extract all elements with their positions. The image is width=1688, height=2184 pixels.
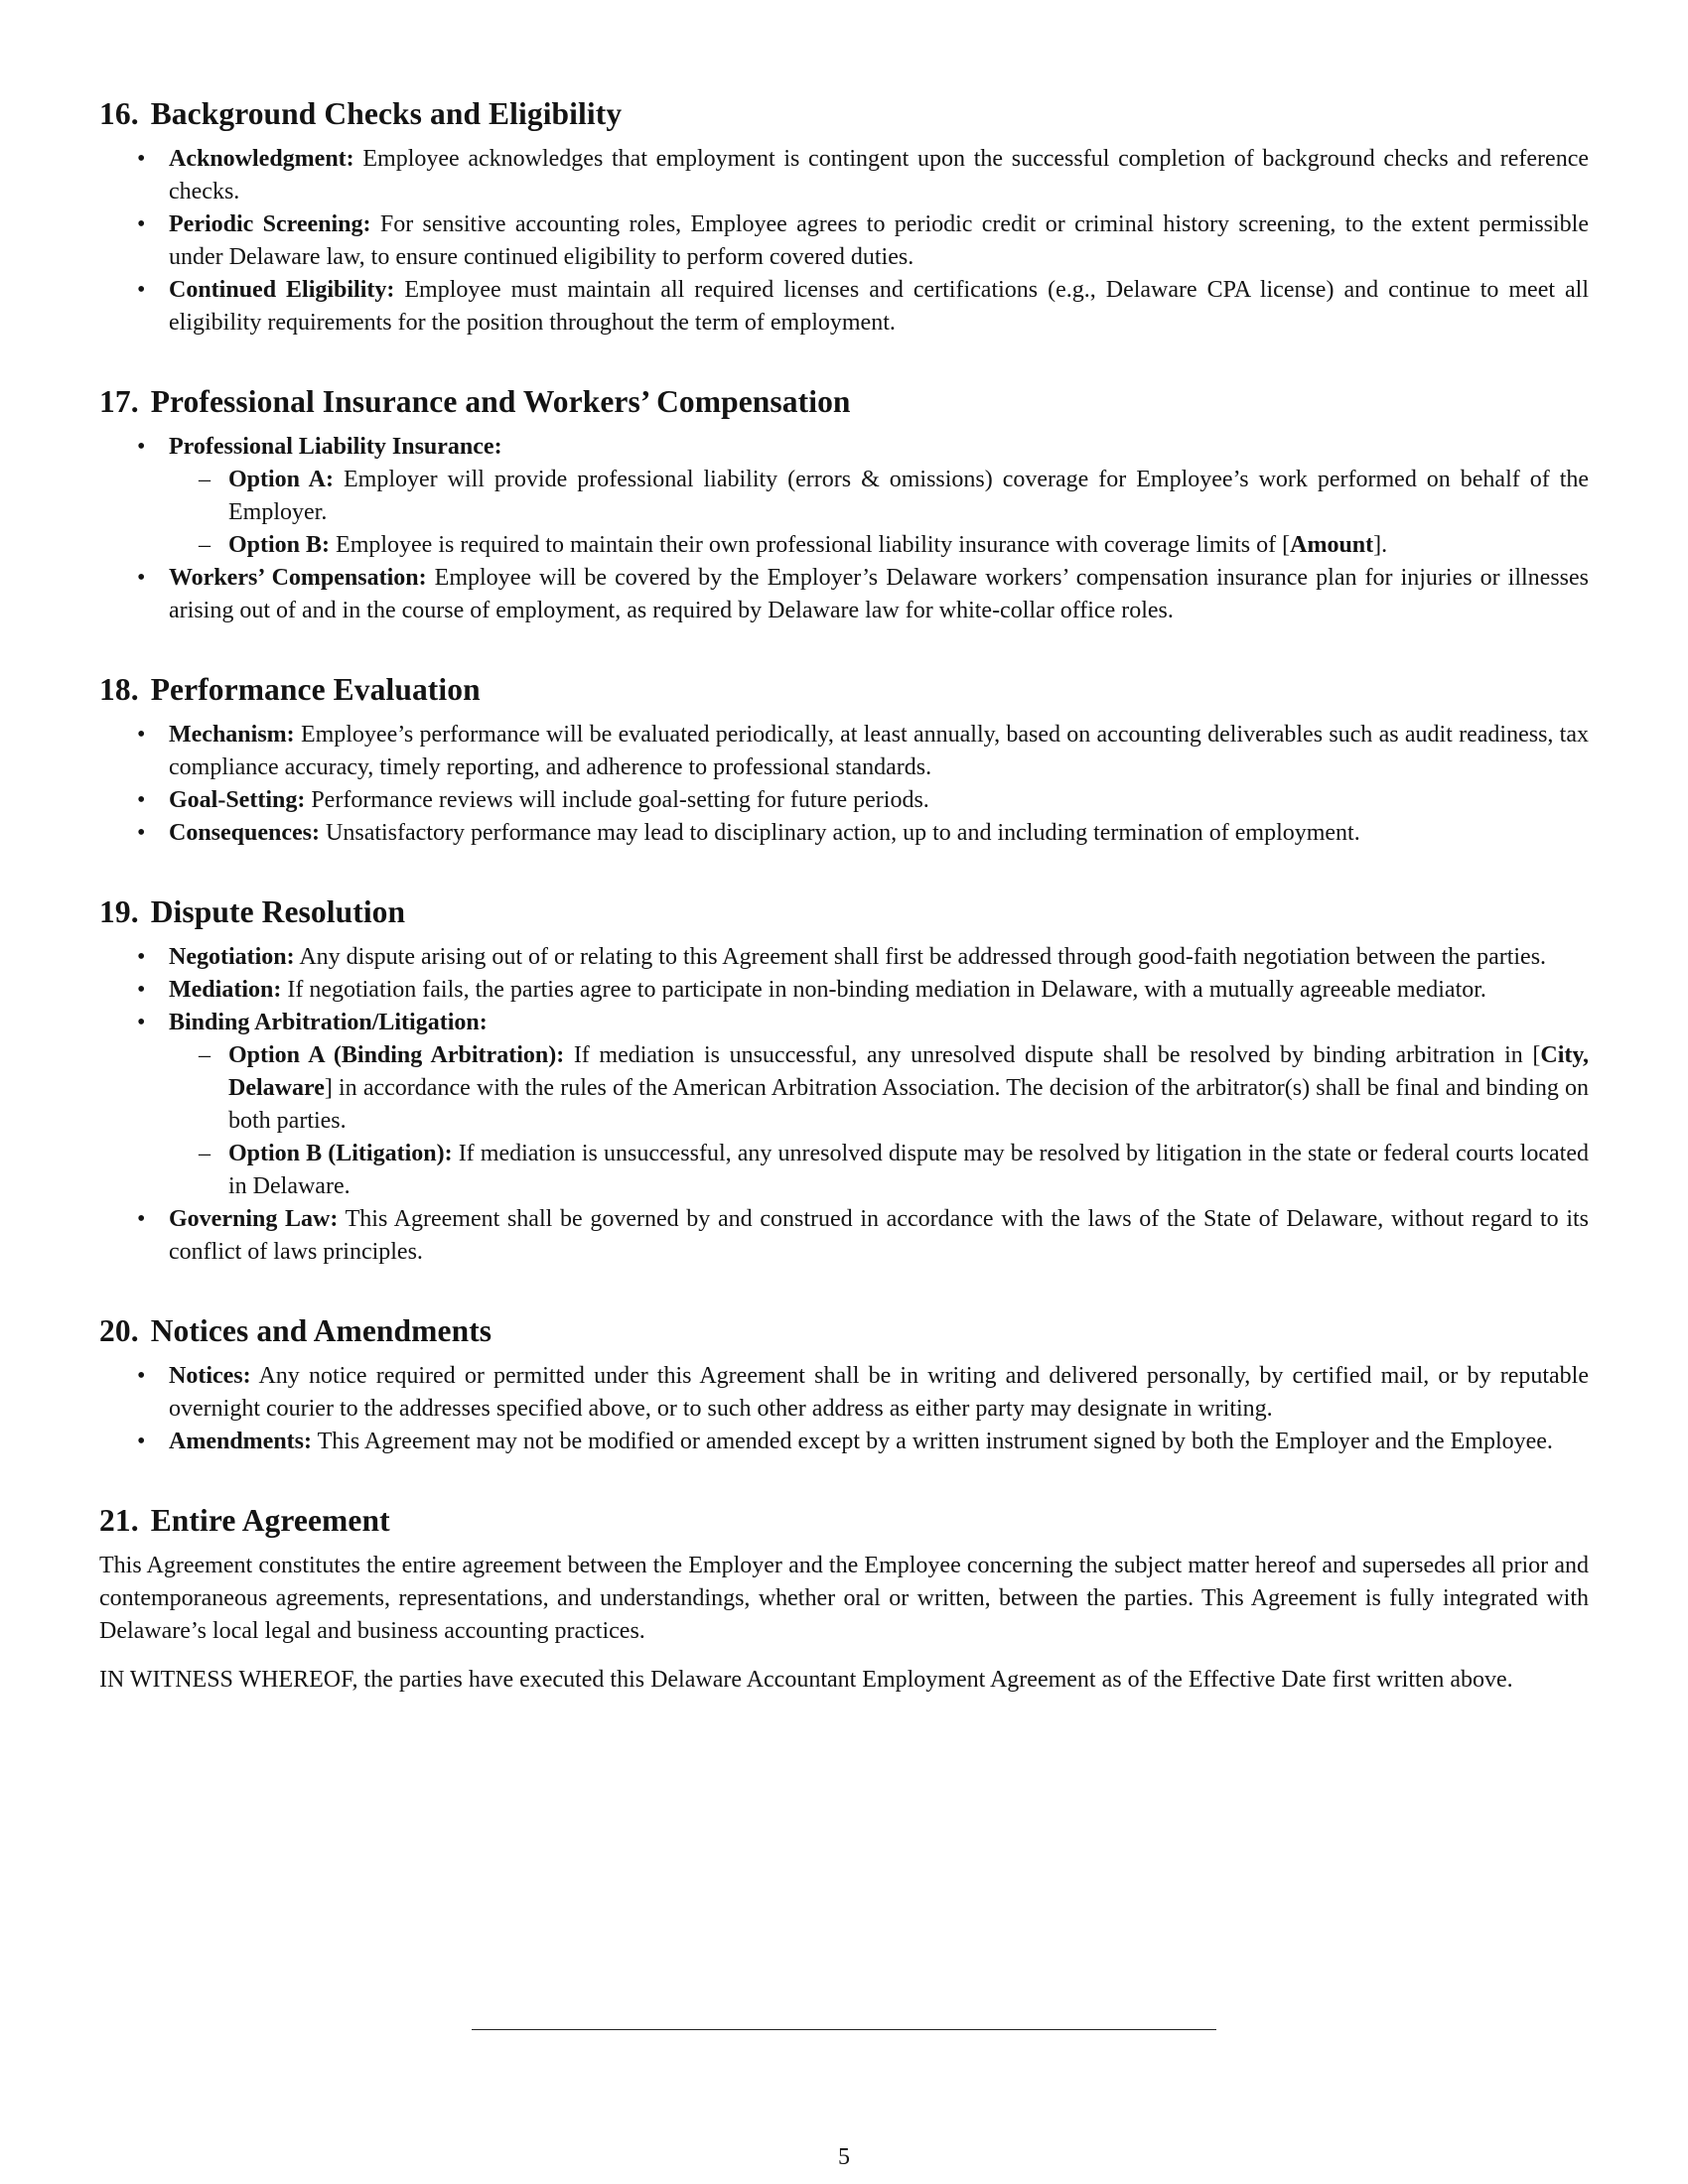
section-number: 19. bbox=[99, 894, 139, 929]
item-text: For sensitive accounting roles, Employee agrees to periodic credit or criminal history screening, to the extent permissible under Delaware law, to ensure continued eligibility to perform covered duties. bbox=[169, 211, 1589, 270]
section-19 bbox=[99, 892, 1589, 1269]
section-number: 17. bbox=[99, 384, 139, 419]
list-item bbox=[99, 274, 1589, 340]
item-label: Mechanism: bbox=[169, 722, 295, 748]
section-20 bbox=[99, 1311, 1589, 1458]
list-item bbox=[99, 719, 1589, 784]
item-label: Continued Eligibility: bbox=[169, 277, 395, 303]
paragraph: This Agreement constitutes the entire agreement between the Employer and the Employee concerning the subject matter hereof and supersedes all prior and contemporaneous agreements, representations, and understandings, whether oral or written, between the parties. This Agreement is fully integrated with Delaware’s local legal and business accounting practices. bbox=[99, 1553, 1589, 1644]
list-item bbox=[99, 208, 1589, 274]
section-title: Dispute Resolution bbox=[150, 894, 406, 929]
section-title: Notices and Amendments bbox=[150, 1313, 492, 1348]
option-text-cont: in accordance with the rules of the American Arbitration Association. The decision of the arbitrator(s) shall be final and binding on both parties. bbox=[228, 1075, 1589, 1134]
list-item bbox=[99, 974, 1589, 1007]
item-label: Professional Liability Insurance: bbox=[169, 434, 502, 460]
placeholder-city: City, Delaware bbox=[228, 1042, 1590, 1101]
placeholder-amount: Amount bbox=[1290, 532, 1374, 558]
section-heading bbox=[99, 94, 1589, 134]
section-heading bbox=[99, 1501, 1589, 1541]
list-item bbox=[99, 143, 1589, 208]
option-label: Option A: bbox=[228, 467, 335, 492]
bullet-list bbox=[99, 719, 1589, 850]
section-16 bbox=[99, 94, 1589, 340]
bullet-list bbox=[99, 431, 1589, 627]
item-label: Periodic Screening: bbox=[169, 211, 371, 237]
list-item bbox=[99, 784, 1589, 817]
option-text: If mediation is unsuccessful, any unresolved dispute may be resolved by litigation in the state or federal courts located in Delaware. bbox=[228, 1141, 1589, 1199]
witness-paragraph: IN WITNESS WHEREOF, the parties have executed this Delaware Accountant Employment Agreement as of the Effective Date first written above. bbox=[99, 1667, 1513, 1693]
signature-line bbox=[472, 2029, 1216, 2030]
item-text: Any dispute arising out of or relating to this Agreement shall first be addressed through good-faith negotiation between the parties. bbox=[299, 944, 1547, 970]
section-17 bbox=[99, 382, 1589, 627]
item-label: Binding Arbitration/Litigation: bbox=[169, 1010, 488, 1035]
section-title: Entire Agreement bbox=[150, 1503, 390, 1538]
list-item bbox=[99, 431, 1589, 562]
page-number: 5 bbox=[838, 2144, 850, 2170]
item-text: If negotiation fails, the parties agree to participate in non-binding mediation in Delaware, with a mutually agreeable mediator. bbox=[287, 977, 1486, 1003]
sub-list-item bbox=[169, 529, 1589, 562]
item-label: Notices: bbox=[169, 1363, 251, 1389]
option-label: Option B: bbox=[228, 532, 331, 558]
list-item bbox=[99, 1007, 1589, 1203]
document-page bbox=[99, 94, 1589, 1697]
item-label: Governing Law: bbox=[169, 1206, 339, 1232]
list-item bbox=[99, 817, 1589, 850]
bullet-list bbox=[99, 941, 1589, 1269]
section-number: 18. bbox=[99, 672, 139, 707]
item-text: Employee will be covered by the Employer’s Delaware workers’ compensation insurance plan for injuries or illnesses arising out of and in the course of employment, as required by Delaware law for white-collar office roles. bbox=[169, 565, 1590, 623]
item-text: Unsatisfactory performance may lead to disciplinary action, up to and including termination of employment. bbox=[326, 820, 1360, 846]
item-label: Consequences: bbox=[169, 820, 321, 846]
option-text: If mediation is unsuccessful, any unresolved dispute shall be resolved by binding arbitration in bbox=[573, 1042, 1523, 1068]
section-title: Performance Evaluation bbox=[150, 672, 481, 707]
section-number: 21. bbox=[99, 1503, 139, 1538]
list-item bbox=[99, 941, 1589, 974]
sub-list-item bbox=[169, 1138, 1589, 1203]
section-heading bbox=[99, 670, 1589, 710]
list-item bbox=[99, 1360, 1589, 1426]
list-item bbox=[99, 562, 1589, 627]
list-item bbox=[99, 1203, 1589, 1269]
bracket-close: ] bbox=[324, 1075, 333, 1101]
section-heading bbox=[99, 1311, 1589, 1351]
section-number: 16. bbox=[99, 96, 139, 131]
item-text: Employee must maintain all required licenses and certifications (e.g., Delaware CPA license) and continue to meet all eligibility requirements for the position throughout the term of employment. bbox=[169, 277, 1589, 336]
item-text: This Agreement may not be modified or amended except by a written instrument signed by both the Employer and the Employee. bbox=[317, 1429, 1553, 1454]
item-label: Negotiation: bbox=[169, 944, 295, 970]
sub-list bbox=[169, 1039, 1589, 1203]
option-text: Employee is required to maintain their own professional liability insurance with coverage limits of bbox=[336, 532, 1277, 558]
item-text: Any notice required or permitted under this Agreement shall be in writing and delivered personally, by certified mail, or by reputable overnight courier to the addresses specified above, or to such other address as either party may designate in writing. bbox=[169, 1363, 1589, 1422]
section-title: Professional Insurance and Workers’ Compensation bbox=[150, 384, 851, 419]
item-label: Mediation: bbox=[169, 977, 282, 1003]
section-title: Background Checks and Eligibility bbox=[150, 96, 623, 131]
option-text: Employer will provide professional liability (errors & omissions) coverage for Employee’s work performed on behalf of the Employer. bbox=[228, 467, 1590, 525]
sub-list bbox=[169, 464, 1589, 562]
item-label: Amendments: bbox=[169, 1429, 312, 1454]
section-heading bbox=[99, 892, 1589, 932]
option-label: Option B (Litigation): bbox=[228, 1141, 453, 1166]
item-text: Employee’s performance will be evaluated periodically, at least annually, based on accounting deliverables such as audit readiness, tax compliance accuracy, timely reporting, and adherence to professional standards. bbox=[169, 722, 1589, 780]
bracket-close: ]. bbox=[1373, 532, 1388, 558]
section-number: 20. bbox=[99, 1313, 139, 1348]
sub-list-item bbox=[169, 464, 1589, 529]
sub-list-item bbox=[169, 1039, 1589, 1138]
item-label: Acknowledgment: bbox=[169, 146, 354, 172]
item-label: Workers’ Compensation: bbox=[169, 565, 427, 591]
section-18 bbox=[99, 670, 1589, 850]
section-21 bbox=[99, 1501, 1589, 1697]
section-heading bbox=[99, 382, 1589, 422]
bracket-open: [ bbox=[1282, 532, 1291, 558]
item-text: Performance reviews will include goal-setting for future periods. bbox=[311, 787, 929, 813]
list-item bbox=[99, 1426, 1589, 1458]
item-label: Goal-Setting: bbox=[169, 787, 306, 813]
item-text: This Agreement shall be governed by and construed in accordance with the laws of the State of Delaware, without regard to its conflict of laws principles. bbox=[169, 1206, 1589, 1265]
item-text: Employee acknowledges that employment is contingent upon the successful completion of background checks and reference checks. bbox=[169, 146, 1589, 205]
bullet-list bbox=[99, 143, 1589, 340]
bullet-list bbox=[99, 1360, 1589, 1458]
option-label: Option A (Binding Arbitration): bbox=[228, 1042, 565, 1068]
bracket-open: [ bbox=[1532, 1042, 1541, 1068]
